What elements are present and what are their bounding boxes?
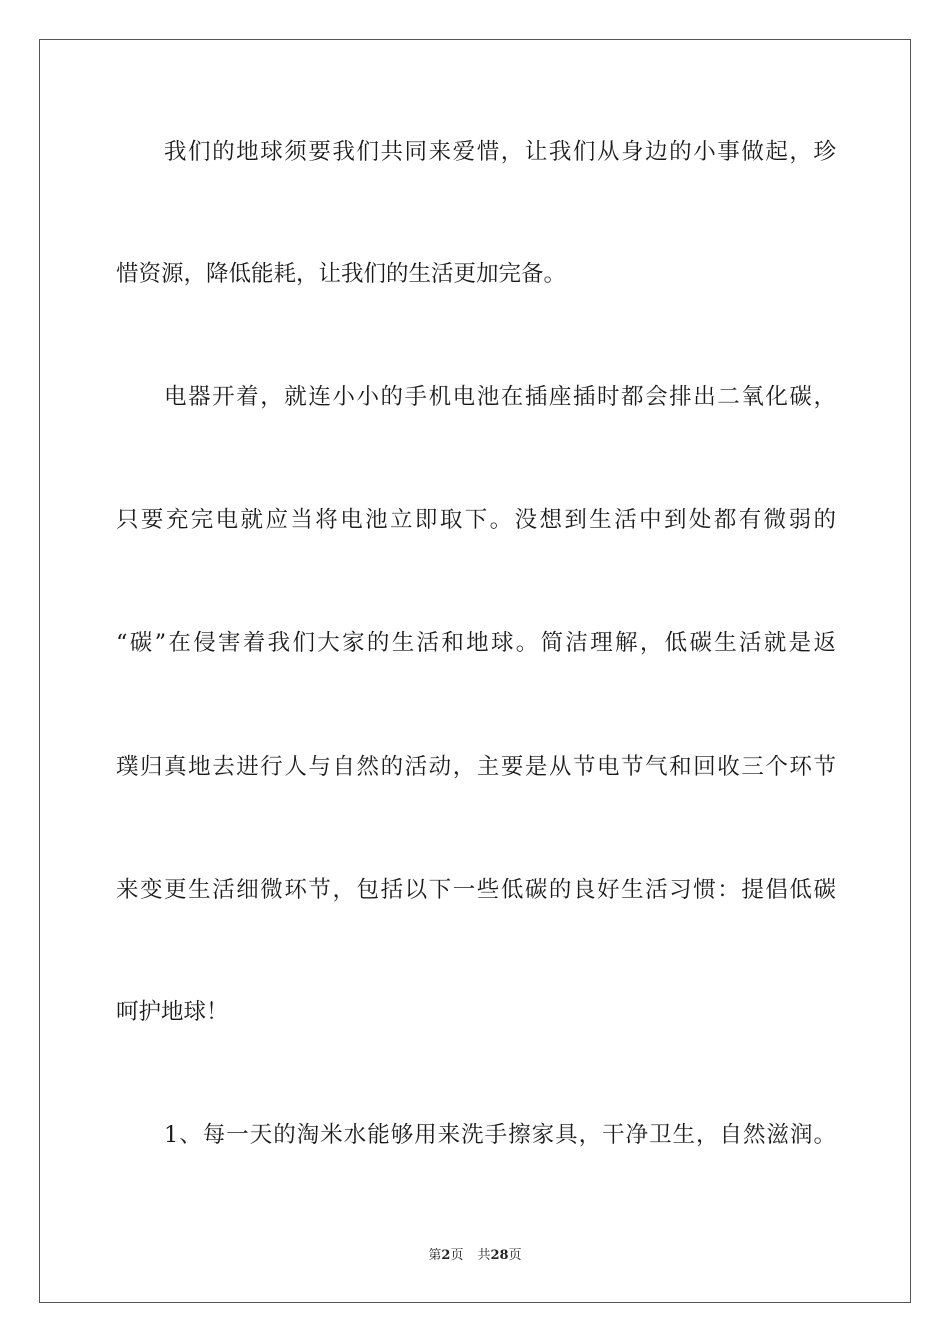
- paragraph-1-line-1: 我们的地球须要我们共同来爱惜，让我们从身边的小事做起，珍: [164, 139, 836, 165]
- footer-total-suffix: 页: [508, 1248, 522, 1263]
- paragraph-3-line-1: 1、每一天的淘米水能够用来洗手擦家具，干净卫生，自然滋润。: [164, 1122, 836, 1148]
- footer-total-pages: 28: [490, 1248, 509, 1263]
- paragraph-2-line-4: 璞归真地去进行人与自然的活动，主要是从节电节气和回收三个环节: [116, 754, 836, 780]
- paragraph-1-line-2: 惜资源，降低能耗，让我们的生活更加完备。: [116, 261, 567, 287]
- paragraph-2-line-5: 来变更生活细微环节，包括以下一些低碳的良好生活习惯：提倡低碳: [116, 877, 836, 903]
- paragraph-2-line-3: “碳”在侵害着我们大家的生活和地球。简洁理解，低碳生活就是返: [116, 630, 836, 656]
- paragraph-2-line-6: 呵护地球！: [116, 999, 229, 1025]
- footer-page-suffix: 页: [450, 1248, 464, 1263]
- paragraph-2-line-1: 电器开着，就连小小的手机电池在插座插时都会排出二氧化碳，: [164, 384, 836, 410]
- page-border: [39, 39, 911, 1303]
- footer-page-number: 2: [441, 1248, 451, 1263]
- footer-page-prefix: 第: [428, 1248, 442, 1263]
- paragraph-2-line-2: 只要充完电就应当将电池立即取下。没想到生活中到处都有微弱的: [116, 507, 836, 533]
- footer-total-prefix: 共: [477, 1248, 491, 1263]
- page-footer: [0, 1247, 950, 1265]
